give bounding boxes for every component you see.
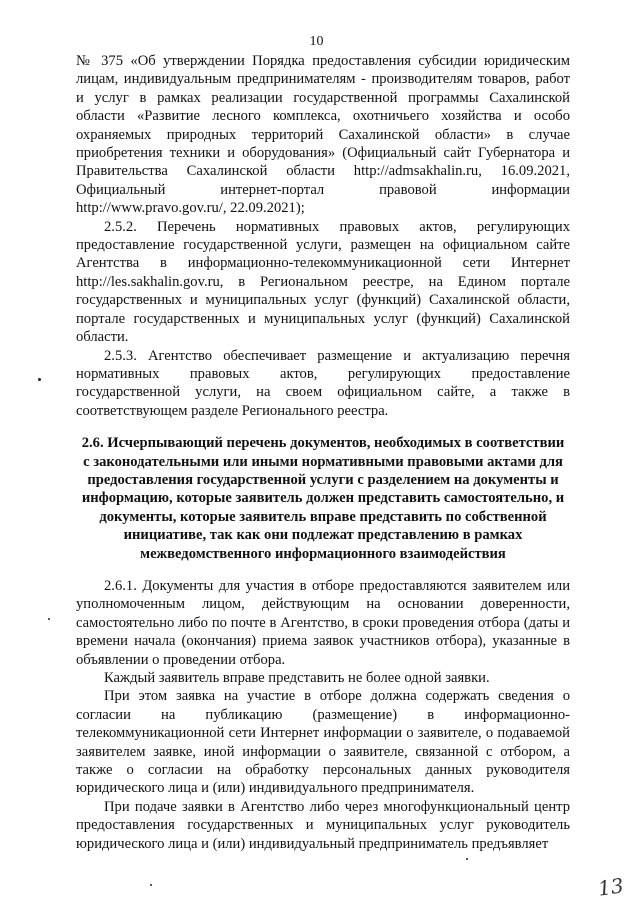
paragraph-2-6-1: 2.6.1. Документы для участия в отборе предоставляются заявителем или уполномоченным лицом, действующим на основании доверенности, самостоятельно либо по почте в Агентство, в сроки проведения отбора (даты и времени начала (окончания) приема заявок участников отбора), указанные в объявлении о проведении отбора. bbox=[76, 577, 570, 668]
scan-speck bbox=[48, 618, 50, 620]
scan-speck bbox=[466, 858, 468, 860]
paragraph-one-application: Каждый заявитель вправе представить не более одной заявки. bbox=[104, 670, 490, 686]
paragraph-order-375: № 375 «Об утверждении Порядка предоставления субсидии юридическим лицам, индивидуальным предпринимателям - производителям товаров, работ и услуг в рамках реализации государственной программы Сахалинской области «Развитие лесного комплекса, охотничьего хозяйства и особо охраняемых природных территорий Сахалинской области» в случае приобретения техники и оборудования» (Официальный сайт Губернатора и Правительства Сахалинской области http://admsakhalin.ru, 16.09.2021, Официальный интернет-портал правовой информации http://www.pravo.gov.ru/, 22.09.2021); bbox=[76, 53, 570, 217]
paragraph-consent: При этом заявка на участие в отборе должна содержать сведения о согласии на публикацию (размещение) в информационно-телекоммуникационной сети Интернет информации о заявителе, о подаваемой заявителем заявке, иной информации о заявителе, связанной с отбором, а также о согласии на обработку персональных данных руководителя юридического лица и (или) индивидуального предпринимателя. bbox=[76, 688, 570, 797]
scan-speck bbox=[38, 378, 41, 381]
scan-speck bbox=[150, 884, 152, 886]
page-number: 10 bbox=[309, 34, 324, 49]
section-heading-2-6: 2.6. Исчерпывающий перечень документов, необходимых в соответствии с законодательными или иными нормативными правовыми актами для предоставления государственной услуги с разделением на документы и информацию, которые заявитель должен представить самостоятельно, и документы, которые заявитель вправе представить по собственной инициативе, так как они подлежат представлению в рамках межведомственного информационного взаимодействия bbox=[81, 435, 565, 562]
handwritten-page-mark: 13 bbox=[596, 873, 625, 901]
document-body bbox=[76, 52, 570, 853]
paragraph-2-5-2: 2.5.2. Перечень нормативных правовых актов, регулирующих предоставление государственной услуги, размещен на официальном сайте Агентства в информационно-телекоммуникационной сети Интернет http://les.sakhalin.gov.ru, в Региональном реестре, на Едином портале государственных и муниципальных услуг (функций) Сахалинской области, портале государственных и муниципальных услуг (функций) Сахалинской области. bbox=[76, 218, 570, 346]
paragraph-2-5-3: 2.5.3. Агентство обеспечивает размещение и актуализацию перечня нормативных правовых актов, регулирующих предоставление государственной услуги, на своем официальном сайте, а также в соответствующем разделе Регионального реестра. bbox=[76, 347, 570, 419]
paragraph-submission: При подаче заявки в Агентство либо через многофункциональный центр предоставления государственных и муниципальных услуг руководитель юридического лица и (или) индивидуальный предприниматель предъявляет bbox=[76, 798, 570, 852]
